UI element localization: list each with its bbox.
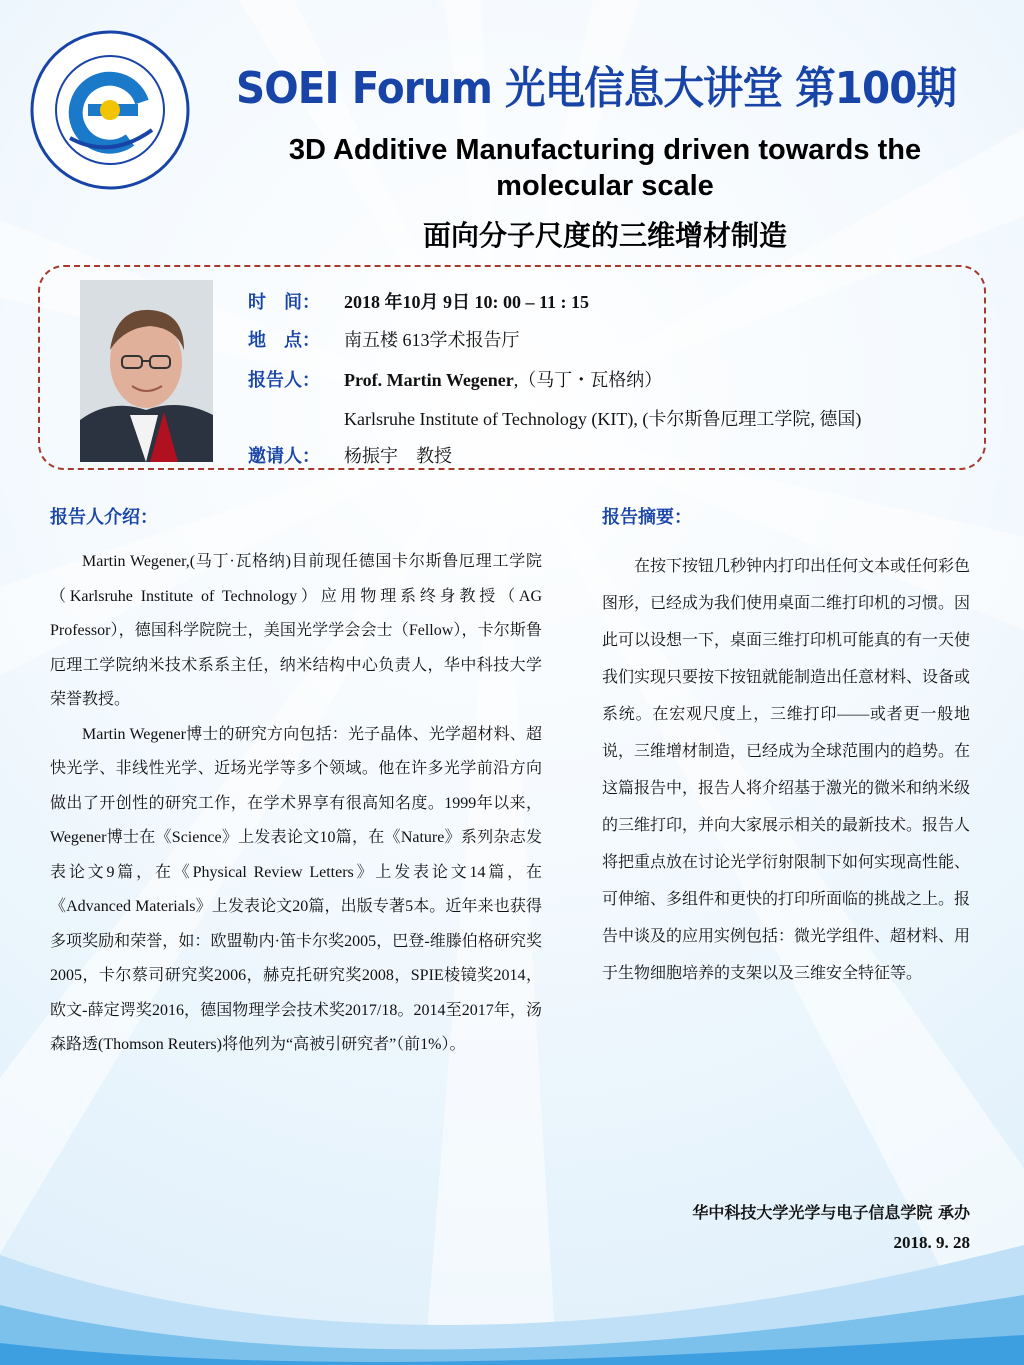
time-value: 2018 年10月 9日 10: 00 – 11 : 15 <box>344 292 589 312</box>
speaker-label: 报告人： <box>248 370 320 391</box>
speaker-name: Prof. Martin Wegener <box>344 370 514 390</box>
abstract-heading: 报告摘要： <box>602 507 692 528</box>
host-value: 杨振宇 教授 <box>344 446 452 466</box>
school-emblem-icon <box>30 30 190 190</box>
speaker-affiliation: Karlsruhe Institute of Technology (KIT), (卡尔斯鲁厄理工学院, 德国) <box>344 409 862 429</box>
speaker-name-cn: ,（马丁・瓦格纳） <box>513 370 663 390</box>
host-label: 邀请人： <box>248 446 320 467</box>
poster-date: 2018. 9. 28 <box>893 1233 970 1252</box>
abstract-text <box>602 548 970 992</box>
speaker-value <box>344 366 662 392</box>
abstract-paragraph: 在按下按钮几秒钟内打印出任何文本或任何彩色图形，已经成为我们使用桌面二维打印机的习惯。因此可以设想一下，桌面三维打印机可能真的有一天使我们实现只要按下按钮就能制造出任意材料、设备或系统。在宏观尺度上，三维打印——或者更一般地说，三维增材制造，已经成为全球范围内的趋势。在这篇报告中，报告人将介绍基于激光的微米和纳米级的三维打印，并向大家展示相关的最新技术。报告人将把重点放在讨论光学衍射限制下如何实现高性能、可伸缩、多组件和更快的打印所面临的挑战之上。报告中谈及的应用实例包括：微光学组件、超材料、用于生物细胞培养的支架以及三维安全特征等。 <box>602 558 971 982</box>
speaker-photo <box>80 280 213 462</box>
place-value: 南五楼 613学术报告厅 <box>344 330 520 350</box>
bio-paragraph: Martin Wegener,(马丁·瓦格纳)目前现任德国卡尔斯鲁厄理工学院（Karlsruhe Institute of Technology）应用物理系终身教授（AG Professor），德国科学院院士，美国光学学会会士（Fellow），卡尔斯鲁厄理工学院纳米技术系系主任，纳米结构中心负责人，华中科技大学荣誉教授。 <box>50 553 542 708</box>
bottom-wave-decoration <box>0 1105 1024 1365</box>
place-label: 地 点： <box>248 330 320 351</box>
bio-heading: 报告人介绍： <box>50 507 158 528</box>
talk-title-chinese: 面向分子尺度的三维增材制造 <box>422 219 787 252</box>
organizer-text: 华中科技大学光学与电子信息学院 承办 <box>692 1203 970 1222</box>
bio-paragraph: Martin Wegener博士的研究方向包括：光子晶体、光学超材料、超快光学、非线性光学、近场光学等多个领域。他在许多光学前沿方向做出了开创性的研究工作，在学术界享有很高知名度。1999年以来，Wegener博士在《Science》上发表论文10篇，在《Nature》系列杂志发表论文9篇，在《Physical Review Letters》上发表论文14篇，在《Advanced Materials》上发表论文20篇，出版专著5本。近年来也获得多项奖励和荣誉，如：欧盟勒内·笛卡尔奖2005，巴登-维滕伯格研究奖2005，卡尔蔡司研究奖2006，赫克托研究奖2008，SPIE棱镜奖2014，欧文-薛定谔奖2016，德国物理学会技术奖2017/18。2014至2017年，汤森路透(Thomson Reuters)将他列为“高被引研究者”（前1%）。 <box>50 725 542 1053</box>
bio-text <box>50 545 542 1063</box>
page-title: SOEI Forum 光电信息大讲堂 第100期 <box>236 63 957 114</box>
time-label: 时 间： <box>248 292 320 313</box>
talk-title-english: 3D Additive Manufacturing driven towards the molecular scale <box>288 134 922 202</box>
